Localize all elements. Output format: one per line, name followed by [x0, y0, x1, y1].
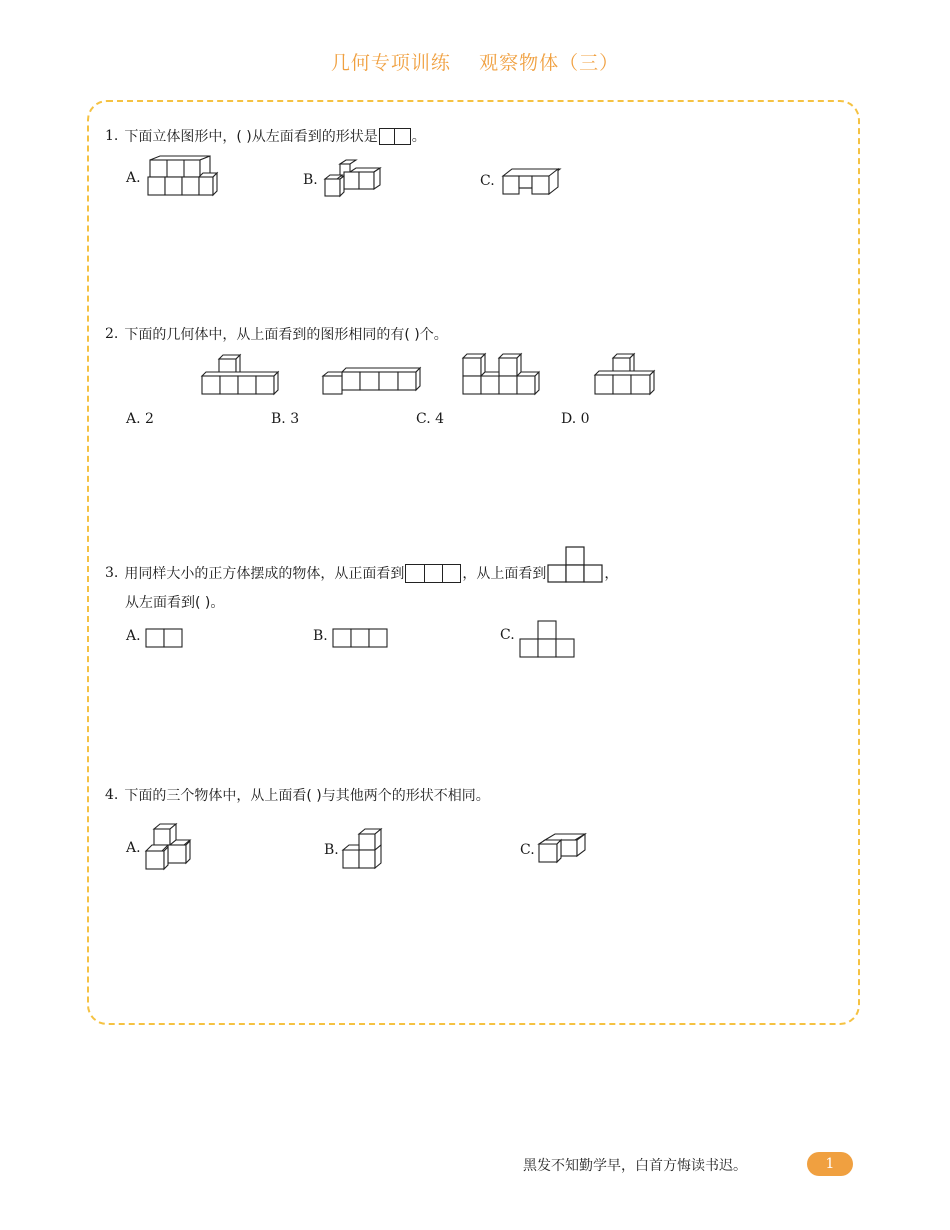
cube-figure-2c [461, 352, 541, 396]
option-b[interactable]: B. 3 [271, 411, 300, 427]
option-c[interactable]: C. [520, 842, 535, 858]
question-text: 下面的几何体中，从上面看到的图形相同的有( )个。 [124, 327, 448, 343]
front-view-icon [405, 564, 461, 583]
page-title: 几何专项训练 观察物体（三） [330, 52, 620, 74]
option-b[interactable]: B. [313, 628, 328, 644]
cube-figure-2d [593, 353, 657, 396]
question-number: 4. [105, 787, 119, 803]
footer-motto: 黑发不知勤学早，白首方悔读书迟。 [523, 1158, 747, 1174]
option-c[interactable]: C. [480, 173, 495, 189]
question-number: 1. [105, 128, 119, 144]
question-number: 3. [105, 565, 119, 581]
cube-figure-4c [537, 832, 589, 866]
cube-figure-4a [144, 823, 194, 871]
option-a-figure [145, 628, 183, 648]
option-b[interactable]: B. [324, 842, 339, 858]
question-2 [105, 324, 448, 344]
option-c[interactable]: C. [500, 627, 515, 643]
top-view-icon [547, 546, 603, 584]
question-text: 下面立体图形中，( )从左面看到的形状是 [124, 129, 378, 145]
question-number: 2. [105, 326, 119, 342]
cube-figure-2b [320, 368, 424, 396]
option-b-figure [332, 628, 388, 648]
cube-figure-4b [341, 828, 385, 870]
option-b[interactable]: B. [303, 172, 318, 188]
option-a[interactable]: A. [126, 628, 141, 644]
cube-figure-b [322, 160, 384, 198]
question-3: 3. 用同样大小的正方体摆成的物体，从正面看到 ，从上面看到 ， [105, 554, 618, 592]
option-d[interactable]: D. 0 [561, 411, 590, 427]
option-a[interactable]: A. [126, 170, 141, 186]
cube-figure-c [500, 166, 564, 198]
two-square-view-icon [379, 128, 411, 145]
cube-figure-2a [200, 354, 280, 396]
question-1: 1. 下面立体图形中，( )从左面看到的形状是 。 [105, 128, 426, 145]
option-a[interactable]: A. 2 [126, 411, 154, 427]
question-3-line2: 从左面看到( )。 [125, 595, 225, 611]
cube-figure-a [145, 155, 220, 200]
page-number-badge: 1 [807, 1152, 853, 1176]
question-text: 下面的三个物体中，从上面看( )与其他两个的形状不相同。 [124, 788, 490, 804]
option-c[interactable]: C. 4 [416, 411, 445, 427]
question-4 [105, 785, 490, 805]
option-a[interactable]: A. [126, 840, 141, 856]
option-c-figure [519, 620, 575, 658]
